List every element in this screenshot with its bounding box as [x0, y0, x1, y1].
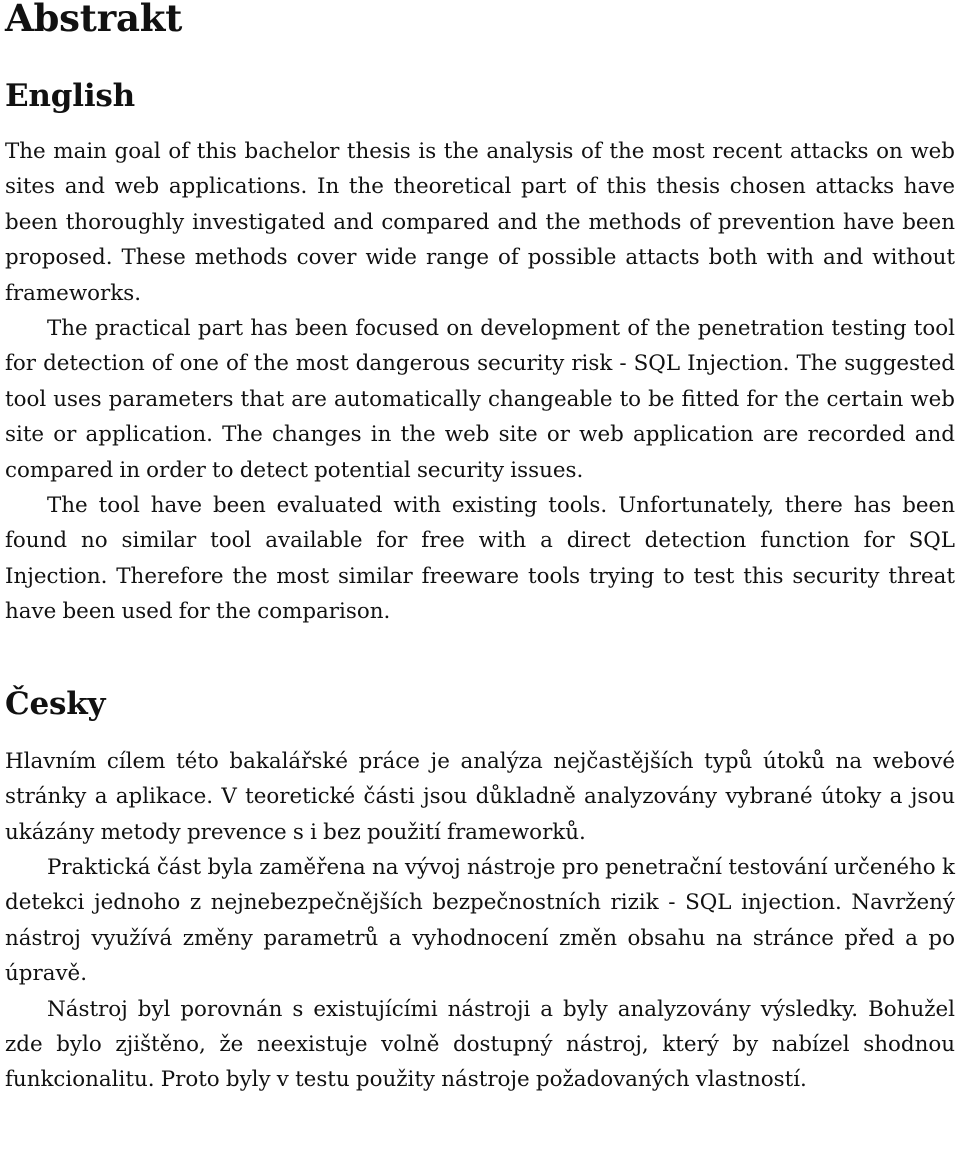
- paragraph: Hlavním cílem této bakalářské práce je analýza nejčastějších typů útoků na webové stránky a aplikace. V teoretické části jsou důkladně analyzovány vybrané útoky a jsou ukázány metody prevence s i bez použití frameworků.: [5, 748, 955, 845]
- abstract-page: [5, 0, 955, 1098]
- paragraph: The practical part has been focused on development of the penetration testing tool for detection of one of the most dangerous security risk - SQL Injection. The suggested tool uses parameters that are automatically changeable to be fitted for the certain web site or application. The changes in the web site or web application are recorded and compared in order to detect potential security issues.: [5, 316, 955, 483]
- section-heading-english: English: [5, 78, 135, 114]
- section-heading-czech: Česky: [5, 685, 106, 722]
- paragraph: Praktická část byla zaměřena na vývoj nástroje pro penetrační testování určeného k detekci jednoho z nejnebezpečnějších bezpečnostních rizik - SQL injection. Navržený nástroj využívá změny parametrů a vyhodnocení změn obsahu na stránce před a po úpravě.: [5, 854, 955, 987]
- paragraph: The main goal of this bachelor thesis is the analysis of the most recent attacks on web sites and web applications. In the theoretical part of this thesis chosen attacks have been thoroughly investigated and compared and the methods of prevention have been proposed. These methods cover wide range of possible attacts both with and without frameworks.: [5, 139, 955, 306]
- section-czech: [5, 686, 955, 1098]
- paragraph: Nástroj byl porovnán s existujícími nástroji a byly analyzovány výsledky. Bohužel zde bylo zjištěno, že neexistuje volně dostupný nástroj, který by nabízel shodnou funkcionalitu. Proto byly v testu použity nástroje požadovaných vlastností.: [5, 996, 955, 1093]
- paragraph: The tool have been evaluated with existing tools. Unfortunately, there has been found no similar tool available for free with a direct detection function for SQL Injection. Therefore the most similar freeware tools trying to test this security threat have been used for the comparison.: [5, 493, 955, 625]
- section-body-english: [5, 134, 955, 630]
- section-body-czech: [5, 744, 955, 1098]
- section-english: [5, 78, 955, 630]
- page-title: Abstrakt: [5, 0, 183, 40]
